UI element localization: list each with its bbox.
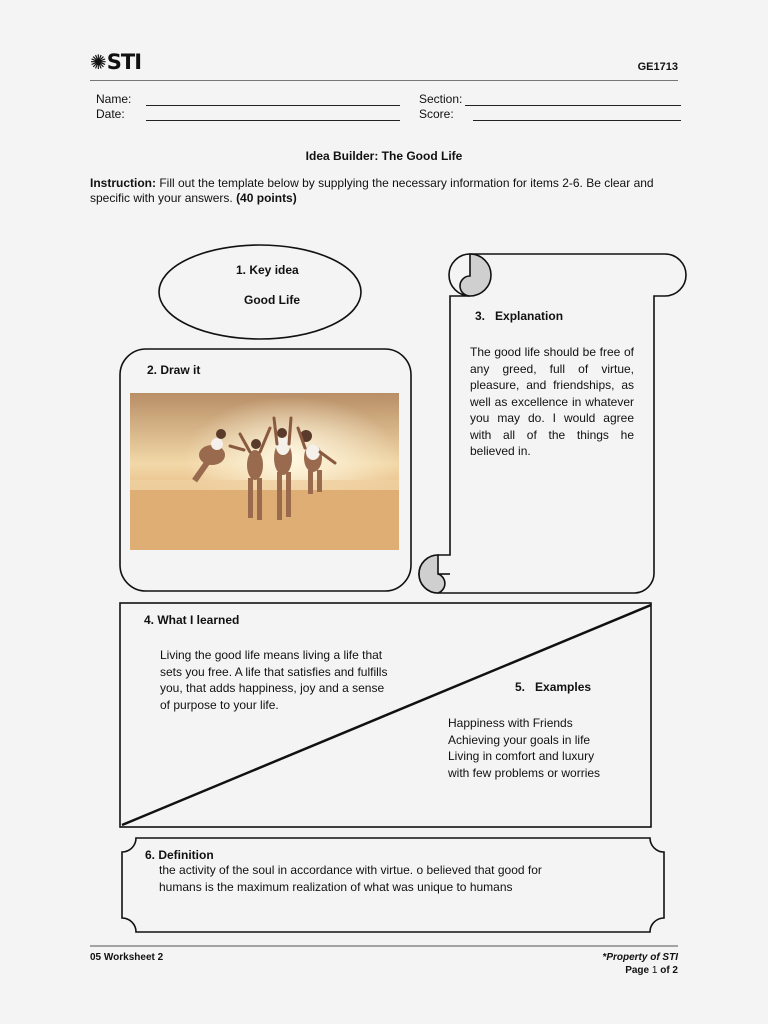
instruction-label: Instruction: — [90, 176, 156, 190]
instruction-body: Fill out the template below by supplying the necessary information for items 2-6. Be clear and specific with your answers. — [90, 176, 654, 205]
key-idea-ellipse — [159, 245, 361, 339]
key-idea-label: 1. Key idea — [236, 263, 299, 277]
footer-property: *Property of STI — [602, 952, 678, 963]
footer-worksheet: 05 Worksheet 2 — [90, 952, 164, 963]
examples-label: 5. Examples — [515, 680, 592, 694]
instruction-points: (40 points) — [236, 191, 297, 205]
learned-label: 4. What I learned — [144, 613, 240, 627]
key-idea-value: Good Life — [244, 293, 300, 307]
example-item: Living in comfort and luxury — [448, 749, 595, 763]
date-label: Date: — [96, 107, 125, 121]
learned-text: Living the good life means living a life that sets you free. A life that satisfies and fulfills you, that adds happiness, joy and a sense of purpose to your life. — [160, 648, 388, 712]
score-label: Score: — [419, 107, 454, 121]
sti-logo: ✺STI — [90, 50, 142, 74]
starburst-icon: ✺ — [90, 50, 106, 74]
example-item: Achieving your goals in life — [448, 732, 591, 747]
worksheet-title: Idea Builder: The Good Life — [305, 149, 463, 163]
examples-list — [448, 715, 648, 781]
example-item: with few problems or worries — [448, 765, 601, 780]
document-code: GE1713 — [637, 61, 678, 73]
explanation-text: The good life should be free of any greed, full of virtue, pleasure, and friendships, as well as excellence in whatever you may do. I would agree with all of the things he believed in. — [470, 345, 634, 458]
definition-label: 6. Definition — [145, 848, 214, 862]
name-label: Name: — [96, 92, 132, 106]
explanation-label: 3. Explanation — [475, 309, 564, 323]
footer-page: Page 1 of 2 — [625, 965, 678, 976]
section-label: Section: — [419, 92, 463, 106]
example-item: Happiness with Friends — [448, 716, 573, 730]
definition-text: the activity of the soul in accordance with virtue. o believed that good for humans is the maximum realization of what was unique to humans — [159, 863, 542, 894]
beach-photo — [130, 393, 399, 550]
draw-it-label: 2. Draw it — [147, 363, 201, 377]
